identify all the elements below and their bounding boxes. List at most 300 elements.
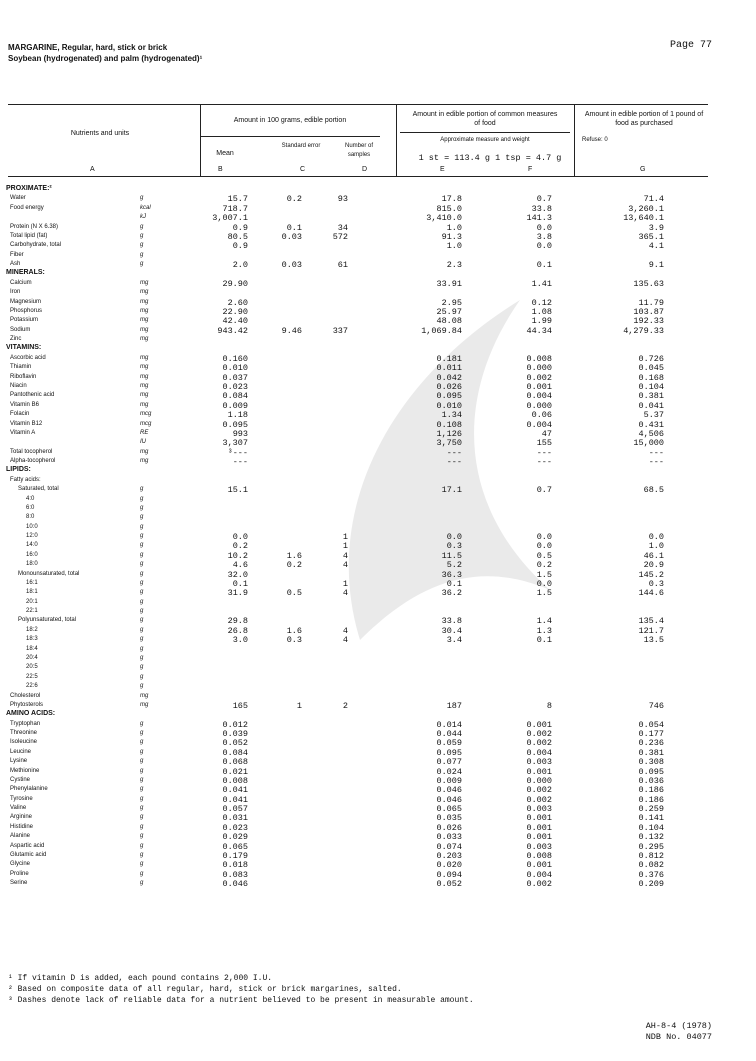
value-cell-b: 0.041 xyxy=(222,785,248,796)
value-cell-e: 0.024 xyxy=(436,766,462,777)
value-cell-e: 0.065 xyxy=(436,804,462,815)
value-cell-e: 0.026 xyxy=(436,822,462,833)
value-cell-b: 2.0 xyxy=(232,260,248,271)
nutrient-label: Leucine xyxy=(10,748,32,755)
value-cell-b: 165 xyxy=(232,700,248,711)
value-cell-d: 4 xyxy=(342,635,348,646)
unit-label: g xyxy=(140,833,144,840)
value-cell-c: 0.1 xyxy=(286,222,302,233)
value-cell-f: 1.99 xyxy=(531,316,552,327)
value-cell-g: 0.186 xyxy=(638,785,664,796)
value-cell-f: 0.000 xyxy=(526,400,552,411)
unit-label: g xyxy=(140,655,144,661)
document-title xyxy=(8,42,202,64)
pound-header: Amount in edible portion of 1 pound of food as purchased xyxy=(584,111,704,127)
value-cell-e: 0.095 xyxy=(436,391,462,402)
section-heading: AMINO ACIDS: xyxy=(6,710,56,718)
value-cell-e: 0.046 xyxy=(436,785,462,796)
nutrient-label: Glutamic acid xyxy=(10,851,47,858)
value-cell-b: 0.018 xyxy=(222,860,248,871)
value-cell-c: 0.3 xyxy=(286,635,302,646)
value-cell-e: 0.074 xyxy=(436,841,462,852)
col-divider xyxy=(396,104,397,176)
watermark-logo xyxy=(300,260,630,680)
footnote-3: ³ Dashes denote lack of reliable data for a nutrient believed to be present in measurable amount. xyxy=(8,996,474,1005)
nutrient-label: Phytosterols xyxy=(10,701,44,708)
value-cell-f: 0.000 xyxy=(526,363,552,374)
value-cell-b: 0.052 xyxy=(222,738,248,749)
value-cell-e: 0.094 xyxy=(436,869,462,880)
unit-label: g xyxy=(140,251,144,258)
value-cell-f: 0.001 xyxy=(526,860,552,871)
header-top-rule xyxy=(8,104,708,105)
value-cell-f: 0.002 xyxy=(526,794,552,805)
unit-label: g xyxy=(140,842,144,849)
std-header: Standard error xyxy=(281,143,321,149)
value-cell-c: 1.6 xyxy=(286,625,302,636)
value-cell-c: 0.2 xyxy=(286,194,302,205)
value-cell-f: 0.008 xyxy=(526,353,552,364)
unit-label: mg xyxy=(140,298,149,305)
nutrient-label: Riboflavin xyxy=(10,373,37,380)
value-cell-e: 0.035 xyxy=(436,813,462,824)
nutrient-label: 6:0 xyxy=(26,504,35,511)
unit-label: g xyxy=(140,767,144,774)
unit-label: g xyxy=(140,786,144,793)
nutrient-label: Histidine xyxy=(10,823,34,830)
value-cell-f: 0.001 xyxy=(526,822,552,833)
unit-label: g xyxy=(140,805,144,812)
value-cell-e: 0.3 xyxy=(446,541,462,552)
value-cell-e: 5.2 xyxy=(446,560,462,571)
value-cell-g: 0.041 xyxy=(638,400,664,411)
unit-label: g xyxy=(140,880,144,887)
unit-label: g xyxy=(140,748,144,755)
nutrient-label: 20:5 xyxy=(26,664,38,671)
value-cell-e: 0.181 xyxy=(436,353,462,364)
value-cell-g: 0.236 xyxy=(638,738,664,749)
unit-label: mg xyxy=(140,279,149,286)
value-cell-f: 0.06 xyxy=(531,410,552,421)
column-letter: C xyxy=(300,166,306,173)
value-cell-g: 11.79 xyxy=(638,297,664,308)
nutrient-label: 18:1 xyxy=(26,589,38,596)
nutrient-label: Fatty acids: xyxy=(10,476,41,483)
nutrient-label: Potassium xyxy=(10,317,39,324)
value-cell-e: 25.97 xyxy=(436,306,462,317)
unit-label: kJ xyxy=(140,214,146,221)
nutrient-label: Phosphorus xyxy=(10,307,43,314)
value-cell-b: 22.90 xyxy=(222,306,248,317)
nutrient-label: 4:0 xyxy=(26,495,35,502)
value-cell-b: 0.023 xyxy=(222,381,248,392)
value-cell-e: 0.010 xyxy=(436,400,462,411)
value-cell-d: 34 xyxy=(337,222,348,233)
unit-label: g xyxy=(140,636,144,643)
value-cell-e: 0.108 xyxy=(436,419,462,430)
value-cell-f: 44.34 xyxy=(526,325,552,336)
value-cell-f: 0.002 xyxy=(526,729,552,740)
value-cell-e: 33.8 xyxy=(441,616,462,627)
value-cell-b: 2.60 xyxy=(227,297,248,308)
value-cell-e: 0.011 xyxy=(436,363,462,374)
value-cell-d: 1 xyxy=(342,578,348,589)
value-cell-f: 1.5 xyxy=(536,569,552,580)
unit-label: mcg xyxy=(140,420,152,427)
unit-label: g xyxy=(140,795,144,802)
nutrient-label: 8:0 xyxy=(26,514,35,521)
value-cell-f: 1.3 xyxy=(536,625,552,636)
value-cell-f: 155 xyxy=(536,438,552,449)
value-cell-f: 47 xyxy=(541,428,552,439)
value-cell-f: 0.1 xyxy=(536,260,552,271)
value-cell-g: 13.5 xyxy=(643,635,664,646)
value-cell-b: 15.1 xyxy=(227,485,248,496)
value-cell-e: 0.059 xyxy=(436,738,462,749)
value-cell-f: 0.12 xyxy=(531,297,552,308)
unit-label: g xyxy=(140,551,144,558)
value-cell-c: 9.46 xyxy=(281,325,302,336)
value-cell-f: 0.0 xyxy=(536,532,552,543)
nutrient-label: Fiber xyxy=(10,251,24,258)
value-cell-g: 0.045 xyxy=(638,363,664,374)
value-cell-b: 0.160 xyxy=(222,353,248,364)
column-letter: B xyxy=(218,166,223,173)
value-cell-g: 5.37 xyxy=(643,410,664,421)
value-cell-f: 0.5 xyxy=(536,550,552,561)
value-cell-b: 943.42 xyxy=(217,325,248,336)
nutrient-label: Niacin xyxy=(10,382,27,389)
value-cell-f: 0.001 xyxy=(526,381,552,392)
value-cell-d: 4 xyxy=(342,625,348,636)
nutrient-label: Isoleucine xyxy=(10,739,38,746)
section-heading: PROXIMATE:² xyxy=(6,185,52,192)
footnote-2: ² Based on composite data of all regular, hard, stick or brick margarines, salted. xyxy=(8,985,402,994)
value-cell-f: 8 xyxy=(546,700,552,711)
unit-label: g xyxy=(140,720,144,727)
section-heading: VITAMINS: xyxy=(6,344,42,352)
nutrient-label: Tyrosine xyxy=(10,795,33,802)
nutrient-label: Total lipid (fat) xyxy=(10,232,48,239)
value-cell-b: 0.010 xyxy=(222,363,248,374)
value-cell-d: 4 xyxy=(342,588,348,599)
column-letter: G xyxy=(640,166,646,173)
unit-label: g xyxy=(140,683,144,690)
unit-label: g xyxy=(140,870,144,877)
value-cell-g: 0.812 xyxy=(638,850,664,861)
nutrient-label: Methionine xyxy=(10,767,40,774)
value-cell-g: 9.1 xyxy=(648,260,664,271)
value-cell-d: 93 xyxy=(337,194,348,205)
unit-label: mg xyxy=(140,392,149,399)
unit-label: g xyxy=(140,608,144,615)
value-cell-f: 0.004 xyxy=(526,869,552,880)
unit-label: g xyxy=(140,823,144,830)
value-cell-d: 572 xyxy=(332,231,348,242)
value-cell-g: 0.381 xyxy=(638,391,664,402)
value-cell-e: 0.203 xyxy=(436,850,462,861)
nutrient-label: 22:6 xyxy=(26,683,38,690)
unit-label: g xyxy=(140,626,144,633)
value-cell-g: 121.7 xyxy=(638,625,664,636)
amount100-header: Amount in 100 grams, edible portion xyxy=(233,117,347,124)
measure-values: 1 st = 113.4 g 1 tsp = 4.7 g xyxy=(418,153,562,163)
value-cell-b: 0.057 xyxy=(222,804,248,815)
value-cell-e: 48.08 xyxy=(436,316,462,327)
value-cell-d: 4 xyxy=(342,560,348,571)
value-cell-b: 718.7 xyxy=(222,203,248,214)
value-cell-g: 0.104 xyxy=(638,822,664,833)
value-cell-f: 0.000 xyxy=(526,775,552,786)
value-cell-c: 0.03 xyxy=(281,260,302,271)
value-cell-e: 1,126 xyxy=(436,428,462,439)
nutrient-label: Glycine xyxy=(10,861,31,868)
value-cell-d: 337 xyxy=(332,325,348,336)
nutrient-label: Sodium xyxy=(10,326,31,333)
nutrient-label: 16:1 xyxy=(26,579,38,586)
value-cell-b: 0.029 xyxy=(222,832,248,843)
value-cell-e: 91.3 xyxy=(441,231,462,242)
value-cell-f: 0.002 xyxy=(526,785,552,796)
nutrient-label: Valine xyxy=(10,805,27,812)
value-cell-g: 0.3 xyxy=(648,578,664,589)
value-cell-f: 0.2 xyxy=(536,560,552,571)
value-cell-e: 3,410.0 xyxy=(426,213,462,224)
unit-label: g xyxy=(140,758,144,765)
nutrient-label: Proline xyxy=(10,870,29,877)
value-cell-e: --- xyxy=(446,457,462,468)
value-cell-g: 0.168 xyxy=(638,372,664,383)
unit-label: IU xyxy=(140,439,146,446)
value-cell-f: 0.0 xyxy=(536,222,552,233)
value-cell-c: 1.6 xyxy=(286,550,302,561)
value-cell-d: 1 xyxy=(342,532,348,543)
value-cell-b: 0.041 xyxy=(222,794,248,805)
unit-label: mg xyxy=(140,401,149,408)
unit-label: RE xyxy=(140,429,149,436)
value-cell-e: 0.1 xyxy=(446,578,462,589)
value-cell-g: 192.33 xyxy=(633,316,664,327)
page-number: Page 77 xyxy=(669,40,712,51)
value-cell-e: 0.044 xyxy=(436,729,462,740)
value-cell-e: --- xyxy=(446,447,462,458)
value-cell-f: 0.002 xyxy=(526,372,552,383)
value-cell-e: 815.0 xyxy=(436,203,462,214)
unit-label: mcg xyxy=(140,411,152,418)
value-cell-b: 0.9 xyxy=(232,241,248,252)
value-cell-g: 0.095 xyxy=(638,766,664,777)
unit-label: g xyxy=(140,579,144,586)
nutrient-label: 22:1 xyxy=(26,608,38,615)
value-cell-g: 4,506 xyxy=(638,428,664,439)
value-cell-g: --- xyxy=(648,457,664,468)
value-cell-c: 0.2 xyxy=(286,560,302,571)
unit-label: mg xyxy=(140,317,149,324)
unit-label: mg xyxy=(140,701,149,708)
value-cell-f: 1.41 xyxy=(531,278,552,289)
subheader-rule xyxy=(400,132,570,133)
nutrient-label: 18:4 xyxy=(26,645,38,652)
unit-label: g xyxy=(140,598,144,605)
nutrient-label: Zinc xyxy=(10,336,22,343)
value-cell-f: 0.003 xyxy=(526,804,552,815)
value-cell-g: 0.082 xyxy=(638,860,664,871)
unit-label: g xyxy=(140,730,144,737)
value-cell-b: 0.9 xyxy=(232,222,248,233)
value-cell-e: 17.1 xyxy=(441,485,462,496)
value-cell-b: 0.008 xyxy=(222,775,248,786)
nutrient-label: 10:0 xyxy=(26,523,38,530)
nutrient-label: Thiamin xyxy=(10,364,32,371)
value-cell-g: 0.431 xyxy=(638,419,664,430)
unit-label: g xyxy=(140,242,144,249)
unit-label: g xyxy=(140,570,144,577)
value-cell-f: 33.8 xyxy=(531,203,552,214)
unit-label: g xyxy=(140,673,144,680)
nutrient-label: 20:1 xyxy=(26,598,38,605)
value-cell-e: 0.042 xyxy=(436,372,462,383)
value-cell-b: 0.0 xyxy=(232,532,248,543)
value-cell-g: 746 xyxy=(648,700,664,711)
value-cell-g: 0.295 xyxy=(638,841,664,852)
nutrient-label: Cystine xyxy=(10,776,31,783)
value-cell-b: 0.084 xyxy=(222,391,248,402)
value-cell-e: 0.020 xyxy=(436,860,462,871)
nutrient-label: Threonine xyxy=(10,730,38,737)
value-cell-e: 0.095 xyxy=(436,747,462,758)
nutrient-label: Vitamin B6 xyxy=(10,401,39,408)
value-cell-g: 20.9 xyxy=(643,560,664,571)
value-cell-f: 0.001 xyxy=(526,832,552,843)
value-cell-b: 0.065 xyxy=(222,841,248,852)
value-cell-f: 0.001 xyxy=(526,766,552,777)
value-cell-f: 0.001 xyxy=(526,813,552,824)
unit-label: g xyxy=(140,504,144,511)
value-cell-b: 26.8 xyxy=(227,625,248,636)
value-cell-g: 46.1 xyxy=(643,550,664,561)
value-cell-g: 0.308 xyxy=(638,757,664,768)
column-letter: E xyxy=(440,166,445,173)
unit-label: mg xyxy=(140,326,149,333)
unit-label: mg xyxy=(140,382,149,389)
unit-label: mg xyxy=(140,458,149,465)
nutrient-label: Cholesterol xyxy=(10,692,41,699)
nutrient-label: Serine xyxy=(10,880,28,887)
value-cell-f: --- xyxy=(536,457,552,468)
value-cell-b: --- xyxy=(232,457,248,468)
nutrient-label: 14:0 xyxy=(26,542,38,549)
unit-label: g xyxy=(140,776,144,783)
mean-header: Mean xyxy=(216,150,234,157)
value-cell-f: 0.008 xyxy=(526,850,552,861)
value-cell-e: 17.8 xyxy=(441,194,462,205)
value-cell-e: 11.5 xyxy=(441,550,462,561)
nutrient-label: Ash xyxy=(10,261,21,268)
unit-label: g xyxy=(140,533,144,540)
nutrient-label: Carbohydrate, total xyxy=(10,242,62,249)
column-letter: A xyxy=(90,166,95,173)
value-cell-f: 1.5 xyxy=(536,588,552,599)
value-cell-g: --- xyxy=(648,447,664,458)
value-cell-e: 0.009 xyxy=(436,775,462,786)
value-cell-b: 0.009 xyxy=(222,400,248,411)
value-cell-b: ³--- xyxy=(227,447,248,458)
value-cell-b: 0.031 xyxy=(222,813,248,824)
ndb-number: NDB No. 04077 xyxy=(645,1032,712,1042)
nutrient-label: Alpha-tocopherol xyxy=(10,458,56,465)
unit-label: mg xyxy=(140,289,149,296)
value-cell-b: 15.7 xyxy=(227,194,248,205)
value-cell-b: 32.0 xyxy=(227,569,248,580)
section-heading: LIPIDS: xyxy=(6,466,31,474)
value-cell-f: 0.002 xyxy=(526,879,552,890)
value-cell-f: 0.004 xyxy=(526,419,552,430)
value-cell-b: 0.179 xyxy=(222,850,248,861)
value-cell-b: 0.039 xyxy=(222,729,248,740)
value-cell-b: 0.2 xyxy=(232,541,248,552)
unit-label: g xyxy=(140,486,144,493)
value-cell-e: 187 xyxy=(446,700,462,711)
column-letter: D xyxy=(362,166,368,173)
value-cell-e: 1,069.84 xyxy=(421,325,462,336)
nutrient-label: Vitamin A xyxy=(10,429,36,436)
value-cell-g: 0.0 xyxy=(648,532,664,543)
value-cell-b: 42.40 xyxy=(222,316,248,327)
value-cell-b: 3.0 xyxy=(232,635,248,646)
unit-label: g xyxy=(140,514,144,521)
nutrient-label: Iron xyxy=(10,289,21,296)
value-cell-g: 1.0 xyxy=(648,541,664,552)
nutrient-label: Phenylalanine xyxy=(10,786,48,793)
value-cell-b: 0.046 xyxy=(222,879,248,890)
value-cell-b: 0.021 xyxy=(222,766,248,777)
value-cell-e: 1.0 xyxy=(446,241,462,252)
header-bottom-rule xyxy=(8,176,708,177)
value-cell-g: 0.177 xyxy=(638,729,664,740)
value-cell-g: 0.259 xyxy=(638,804,664,815)
value-cell-f: 1.4 xyxy=(536,616,552,627)
value-cell-d: 1 xyxy=(342,541,348,552)
value-cell-b: 29.90 xyxy=(222,278,248,289)
value-cell-b: 0.023 xyxy=(222,822,248,833)
nutrient-label: 16:0 xyxy=(26,551,38,558)
nutrient-label: Saturated, total xyxy=(18,486,59,493)
unit-label: g xyxy=(140,589,144,596)
value-cell-e: 36.3 xyxy=(441,569,462,580)
nutrient-label: Vitamin B12 xyxy=(10,420,43,427)
unit-label: mg xyxy=(140,692,149,699)
unit-label: g xyxy=(140,814,144,821)
value-cell-f: 0.001 xyxy=(526,719,552,730)
value-cell-f: 0.002 xyxy=(526,738,552,749)
unit-label: mg xyxy=(140,354,149,361)
unit-label: g xyxy=(140,261,144,268)
value-cell-b: 0.037 xyxy=(222,372,248,383)
value-cell-b: 0.084 xyxy=(222,747,248,758)
value-cell-e: 0.033 xyxy=(436,832,462,843)
unit-label: g xyxy=(140,861,144,868)
value-cell-b: 31.9 xyxy=(227,588,248,599)
nutrient-label: Magnesium xyxy=(10,298,42,305)
nutrient-label: 12:0 xyxy=(26,533,38,540)
value-cell-f: 0.7 xyxy=(536,194,552,205)
value-cell-e: 0.0 xyxy=(446,532,462,543)
value-cell-f: 0.003 xyxy=(526,841,552,852)
unit-label: mg xyxy=(140,336,149,343)
value-cell-f: 141.3 xyxy=(526,213,552,224)
value-cell-d: 4 xyxy=(342,550,348,561)
value-cell-g: 0.104 xyxy=(638,381,664,392)
